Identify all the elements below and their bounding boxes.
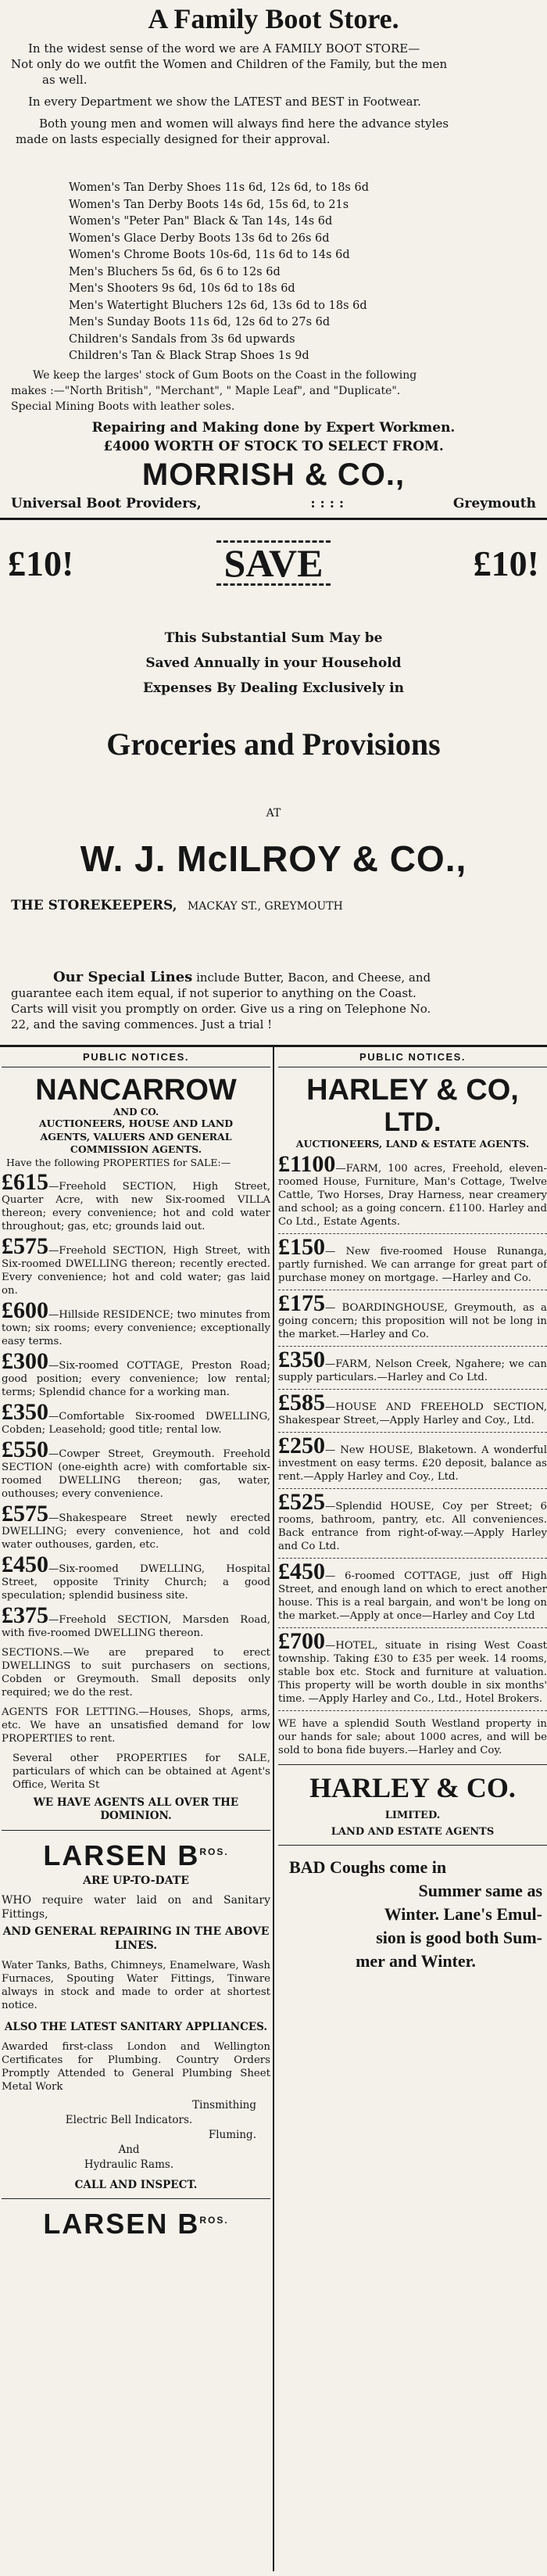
larsen-footer-sup: ROS. xyxy=(199,2215,229,2226)
larsen-name-sup: ROS. xyxy=(199,1846,229,1857)
property-price: £450 xyxy=(278,1558,325,1584)
at-label: AT xyxy=(266,807,281,820)
boot-price-row: Children's Sandals from 3s 6d upwards xyxy=(69,332,295,346)
town-label: Greymouth xyxy=(452,496,536,511)
boot-intro-line: Not only do we outfit the Women and Children of the Family, but the men xyxy=(11,57,448,71)
property-text: —Six-roomed COTTAGE, Preston Road; good position; every convenience; low rental; terms; Splendid chance for a working man. xyxy=(2,1360,270,1398)
special-line: guarantee each item equal, if not superior to anything on the Coast. xyxy=(11,986,417,1000)
property-listing xyxy=(278,1346,547,1384)
property-listing xyxy=(2,1602,270,1640)
ad-divider xyxy=(2,2198,270,2199)
larsen-trades xyxy=(2,2098,270,2172)
boot-intro-line: In the widest sense of the word we are A FAMILY BOOT STORE— xyxy=(28,41,420,56)
sections-note: SECTIONS.—We are prepared to erect DWELLINGS to suit purchasers on sections, Cobden or Greymouth. Small deposits only required; we do the rest. xyxy=(2,1647,270,1699)
grocer-body-line: This Substantial Sum May be xyxy=(164,630,383,646)
coughs-line: Winter. Lane's Emul- xyxy=(384,1903,542,1924)
property-price: £525 xyxy=(278,1488,325,1515)
larsen-line: AND GENERAL REPAIRING IN THE ABOVE LINES. xyxy=(2,1925,270,1952)
right-column xyxy=(278,1046,547,2574)
storekeepers-label: THE STOREKEEPERS, xyxy=(11,898,177,913)
coughs-line: sion is good both Sum- xyxy=(376,1927,542,1947)
property-text: —Shakespeare Street newly erected DWELLING; every convenience, hot and cold water outhouses, garden, etc. xyxy=(2,1512,270,1551)
gum-line: We keep the larges' stock of Gum Boots on the Coast in the following xyxy=(33,369,417,382)
property-price: £615 xyxy=(2,1169,48,1195)
boot-price-list xyxy=(0,180,547,365)
property-listing xyxy=(278,1389,547,1427)
property-text: —Freehold SECTION, High Street, with Six-roomed DWELLING thereon; recently erected. Every convenience; hot and cold water; gas laid on. xyxy=(2,1245,270,1297)
property-text: — BOARDINGHOUSE, Greymouth, as a going concern; this proposition will not be long in the market.—Harley and Co. xyxy=(278,1301,547,1340)
boot-store-title-text: A Family Boot Store. xyxy=(148,3,399,34)
provider-label: Universal Boot Providers, xyxy=(11,496,202,511)
nancarrow-name: NANCARROW xyxy=(35,1074,237,1107)
boot-price-row: Men's Watertight Bluchers 12s 6d, 13s 6d to 18s 6d xyxy=(69,299,367,312)
property-price: £585 xyxy=(278,1389,325,1415)
larsen-trade: And xyxy=(118,2144,140,2156)
harley-name: HARLEY & CO, xyxy=(306,1074,519,1107)
morrish-footer xyxy=(0,496,547,511)
nancarrow-sub: AND CO. xyxy=(113,1107,159,1118)
gum-line: Special Mining Boots with leather soles. xyxy=(11,400,235,413)
property-text: —Hillside RESIDENCE; two minutes from town; six rooms; every convenience; exceptionally easy terms. xyxy=(2,1309,270,1347)
harley-footer-limited: LIMITED. xyxy=(384,1809,441,1821)
listing-divider xyxy=(278,1710,547,1711)
larsen-name: LARSEN B xyxy=(43,1839,200,1871)
larsen-line: WHO require water laid on and Sanitary Fittings, xyxy=(2,1894,270,1921)
other-properties-note: Several other PROPERTIES for SALE, particulars of which can be obtained at Agent's Office, Werita St xyxy=(13,1753,270,1791)
property-text: —Splendid HOUSE, Coy per Street; 6 rooms, bathroom, pantry, etc. All conveniences. Back entrance from right-of-way.—Apply Harley and Co Ltd. xyxy=(278,1500,547,1552)
property-listing xyxy=(2,1552,270,1602)
special-line: 22, and the saving commences. Just a trial ! xyxy=(11,1017,273,1031)
property-price: £600 xyxy=(2,1297,48,1323)
boot-intro-line: Both young men and women will always find here the advance styles xyxy=(39,117,449,131)
colon-dots: : : : : xyxy=(310,496,345,511)
boot-intro-line: made on lasts especially designed for their approval. xyxy=(16,132,331,146)
larsen-also: ALSO THE LATEST SANITARY APPLIANCES. xyxy=(4,2021,268,2033)
property-text: —Comfortable Six-roomed DWELLING, Cobden; Leasehold; good title; rental low. xyxy=(2,1411,270,1436)
coughs-line: Summer same as xyxy=(418,1880,542,1900)
larsen-trade: Fluming. xyxy=(208,2129,256,2141)
dominion-note: WE HAVE AGENTS ALL OVER THE DOMINION. xyxy=(33,1796,239,1822)
boot-price-row: Women's Tan Derby Boots 14s 6d, 15s 6d, to 21s xyxy=(69,198,349,211)
coughs-line: mer and Winter. xyxy=(356,1950,476,1971)
repair-line: Repairing and Making done by Expert Workmen. xyxy=(91,420,456,436)
save-banner xyxy=(0,540,547,587)
property-listing xyxy=(2,1437,270,1501)
boot-intro-line: In every Department we show the LATEST and BEST in Footwear. xyxy=(28,95,421,109)
special-lines xyxy=(0,970,547,1032)
property-text: —HOTEL, situate in rising West Coast township. Taking £30 to £35 per week. 14 rooms, stable box etc. Stock and furniture at valuation. This property will be worth double in six months' time. —Apply Harley and Co., Ltd., Hotel Brokers. xyxy=(278,1639,547,1705)
special-line: include Butter, Bacon, and Cheese, and xyxy=(196,970,431,985)
property-listing xyxy=(278,1290,547,1341)
left-column xyxy=(2,1046,270,2574)
property-price: £350 xyxy=(2,1399,48,1425)
property-text: — New five-roomed House Runanga, partly furnished. We can arrange for great part of purchase money on mortgage. —Harley and Co. xyxy=(278,1245,547,1284)
property-price: £575 xyxy=(2,1233,48,1259)
gum-boots-note xyxy=(0,368,547,414)
larsen-ad xyxy=(2,1836,270,2240)
morrish-firm-name: MORRISH & CO., xyxy=(141,457,406,492)
special-line: Carts will visit you promptly on order. Give us a ring on Telephone No. xyxy=(11,1002,431,1016)
mcilroy-address-row xyxy=(0,898,547,913)
nancarrow-ad xyxy=(2,1074,270,1823)
property-price: £700 xyxy=(278,1627,325,1654)
westland-note: WE have a splendid South Westland property in our hands for sale; about 1000 acres, and will be sold to bona fide buyers.—Harley and Coy. xyxy=(278,1717,547,1756)
property-text: —FARM, 100 acres, Freehold, eleven-roomed House, Furniture, Man's Cottage, Twelve Cattle, Two Horses, Dray Harness, near creamery and school; as a going concern. £1100. Harley and Co Ltd., Estate Agents. xyxy=(278,1162,547,1228)
grocer-body xyxy=(0,626,547,701)
boot-price-row: Men's Bluchers 5s 6d, 6s 6 to 12s 6d xyxy=(69,265,281,278)
larsen-footer-name: LARSEN B xyxy=(43,2208,200,2240)
grocer-body-line: Saved Annually in your Household xyxy=(145,655,402,671)
property-listing xyxy=(278,1150,547,1229)
property-listing xyxy=(2,1501,270,1552)
mcilroy-address: MACKAY ST., GREYMOUTH xyxy=(187,900,343,913)
boot-price-row: Children's Tan & Black Strap Shoes 1s 9d xyxy=(69,350,309,362)
property-price: £250 xyxy=(278,1432,325,1458)
property-listing xyxy=(2,1169,270,1233)
harley-ad xyxy=(278,1074,547,1838)
property-listing xyxy=(278,1558,547,1623)
property-listing xyxy=(2,1348,270,1399)
harley-footer-sub: LAND AND ESTATE AGENTS xyxy=(331,1825,495,1838)
property-price: £300 xyxy=(2,1348,48,1374)
nancarrow-line: Have the following PROPERTIES for SALE:— xyxy=(6,1156,231,1168)
stock-line: £4000 WORTH OF STOCK TO SELECT FROM. xyxy=(103,439,444,454)
boot-intro xyxy=(0,41,547,147)
boot-price-row: Men's Sunday Boots 11s 6d, 12s 6d to 27s 6d xyxy=(69,316,331,328)
property-text: —Freehold SECTION, High Street, Quarter Acre, with new Six-roomed VILLA thereon; every convenience; hot and cold water throughout; gas, etc; grounds laid out. xyxy=(2,1181,270,1232)
boot-price-row: Women's "Peter Pan" Black & Tan 14s, 14s 6d xyxy=(69,215,333,228)
property-price: £450 xyxy=(2,1552,48,1577)
harley-footer-name: HARLEY & CO. xyxy=(309,1771,516,1803)
property-price: £575 xyxy=(2,1501,48,1527)
property-price: £175 xyxy=(278,1290,325,1316)
mcilroy-firm-name: W. J. McILROY & CO., xyxy=(80,838,467,879)
coughs-ad xyxy=(278,1851,547,1973)
property-listing xyxy=(278,1627,547,1706)
boot-price-row: Women's Glace Derby Boots 13s 6d to 26s 6d xyxy=(69,231,330,245)
public-notices-heading-right: PUBLIC NOTICES. xyxy=(278,1046,547,1067)
property-listing xyxy=(278,1432,547,1484)
larsen-trade: Electric Bell Indicators. xyxy=(65,2114,193,2126)
property-price: £550 xyxy=(2,1437,48,1462)
public-notices-heading-left: PUBLIC NOTICES. xyxy=(2,1046,270,1067)
property-text: —Cowper Street, Greymouth. Freehold SECTION (one-eighth acre) with comfortable six-roomed DWELLING thereon; gas, water, outhouses; every convenience. xyxy=(2,1448,270,1500)
property-text: — 6-roomed COTTAGE, just off High Street, and enough land on which to erect another house. This is a real bargain, and won't be long on the market.—Apply at once—Harley and Coy Ltd xyxy=(278,1570,547,1622)
property-price: £375 xyxy=(2,1602,48,1628)
property-listing xyxy=(2,1297,270,1348)
letting-note: AGENTS FOR LETTING.—Houses, Shops, arms, etc. We have an unsatisfied demand for low PROPERTIES to rent. xyxy=(2,1706,270,1745)
property-listing xyxy=(2,1399,270,1437)
nancarrow-line: AUCTIONEERS, HOUSE AND LAND xyxy=(38,1118,234,1129)
property-text: —FARM, Nelson Creek, Ngahere; we can supply particulars.—Harley and Co Ltd. xyxy=(278,1358,547,1383)
boot-price-row: Men's Shooters 9s 6d, 10s 6d to 18s 6d xyxy=(69,282,295,295)
larsen-call: CALL AND INSPECT. xyxy=(74,2179,198,2191)
save-word: SAVE xyxy=(216,540,331,586)
groceries-heading: Groceries and Provisions xyxy=(106,727,441,762)
property-text: —Freehold SECTION, Marsden Road, with five-roomed DWELLING thereon. xyxy=(2,1614,270,1639)
property-text: —HOUSE AND FREEHOLD SECTION, Shakespear Street,—Apply Harley and Coy., Ltd. xyxy=(278,1401,547,1426)
coughs-line: BAD Coughs come in xyxy=(289,1857,447,1877)
nancarrow-line: COMMISSION AGENTS. xyxy=(70,1143,202,1155)
boot-price-row: Women's Tan Derby Shoes 11s 6d, 12s 6d, to 18s 6d xyxy=(69,181,369,194)
boot-intro-line: as well. xyxy=(42,73,88,87)
property-text: — New HOUSE, Blaketown. A wonderful investment on easy terms. £20 deposit, balance as rent.—Apply Harley and Coy., Ltd. xyxy=(278,1444,547,1483)
property-text: —Six-roomed DWELLING, Hospital Street, opposite Trinity Church; a good speculation; splendid business site. xyxy=(2,1563,270,1602)
larsen-award: Awarded first-class London and Wellington Certificates for Plumbing. Country Orders Promptly Attended to General Plumbing Sheet Metal Work xyxy=(2,2041,270,2093)
column-divider xyxy=(273,1046,274,2571)
amount-right: £10! xyxy=(473,543,539,583)
property-price: £350 xyxy=(278,1346,325,1372)
property-listing xyxy=(2,1233,270,1297)
larsen-trade: Hydraulic Rams. xyxy=(84,2158,174,2171)
larsen-tagline: ARE UP-TO-DATE xyxy=(83,1875,189,1887)
property-listing xyxy=(278,1233,547,1285)
property-price: £1100 xyxy=(278,1150,336,1177)
ad-divider xyxy=(278,1845,547,1846)
boot-price-row: Women's Chrome Boots 10s-6d, 11s 6d to 14s 6d xyxy=(69,249,350,261)
gum-line: makes :—"North British", "Merchant", " Maple Leaf", and "Duplicate". xyxy=(11,385,401,397)
larsen-trade: Tinsmithing xyxy=(192,2099,256,2111)
ad-divider xyxy=(278,1764,547,1765)
harley-sub: AUCTIONEERS, LAND & ESTATE AGENTS. xyxy=(295,1138,530,1150)
larsen-line: Water Tanks, Baths, Chimneys, Enamelware, Wash Furnaces, Spouting Water Fittings, Tinware always in stock and made to order at shortest notice. xyxy=(2,1960,270,2011)
property-price: £150 xyxy=(278,1233,325,1260)
grocer-body-line: Expenses By Dealing Exclusively in xyxy=(143,680,404,696)
ad-divider xyxy=(2,1830,270,1831)
boot-store-title xyxy=(0,2,547,36)
amount-left: £10! xyxy=(8,543,74,583)
property-listing xyxy=(278,1488,547,1553)
ad-separator xyxy=(0,518,547,520)
special-lines-lead: Our Special Lines xyxy=(53,969,193,985)
nancarrow-line: AGENTS, VALUERS AND GENERAL xyxy=(40,1130,232,1143)
harley-ltd: LTD. xyxy=(384,1107,442,1137)
